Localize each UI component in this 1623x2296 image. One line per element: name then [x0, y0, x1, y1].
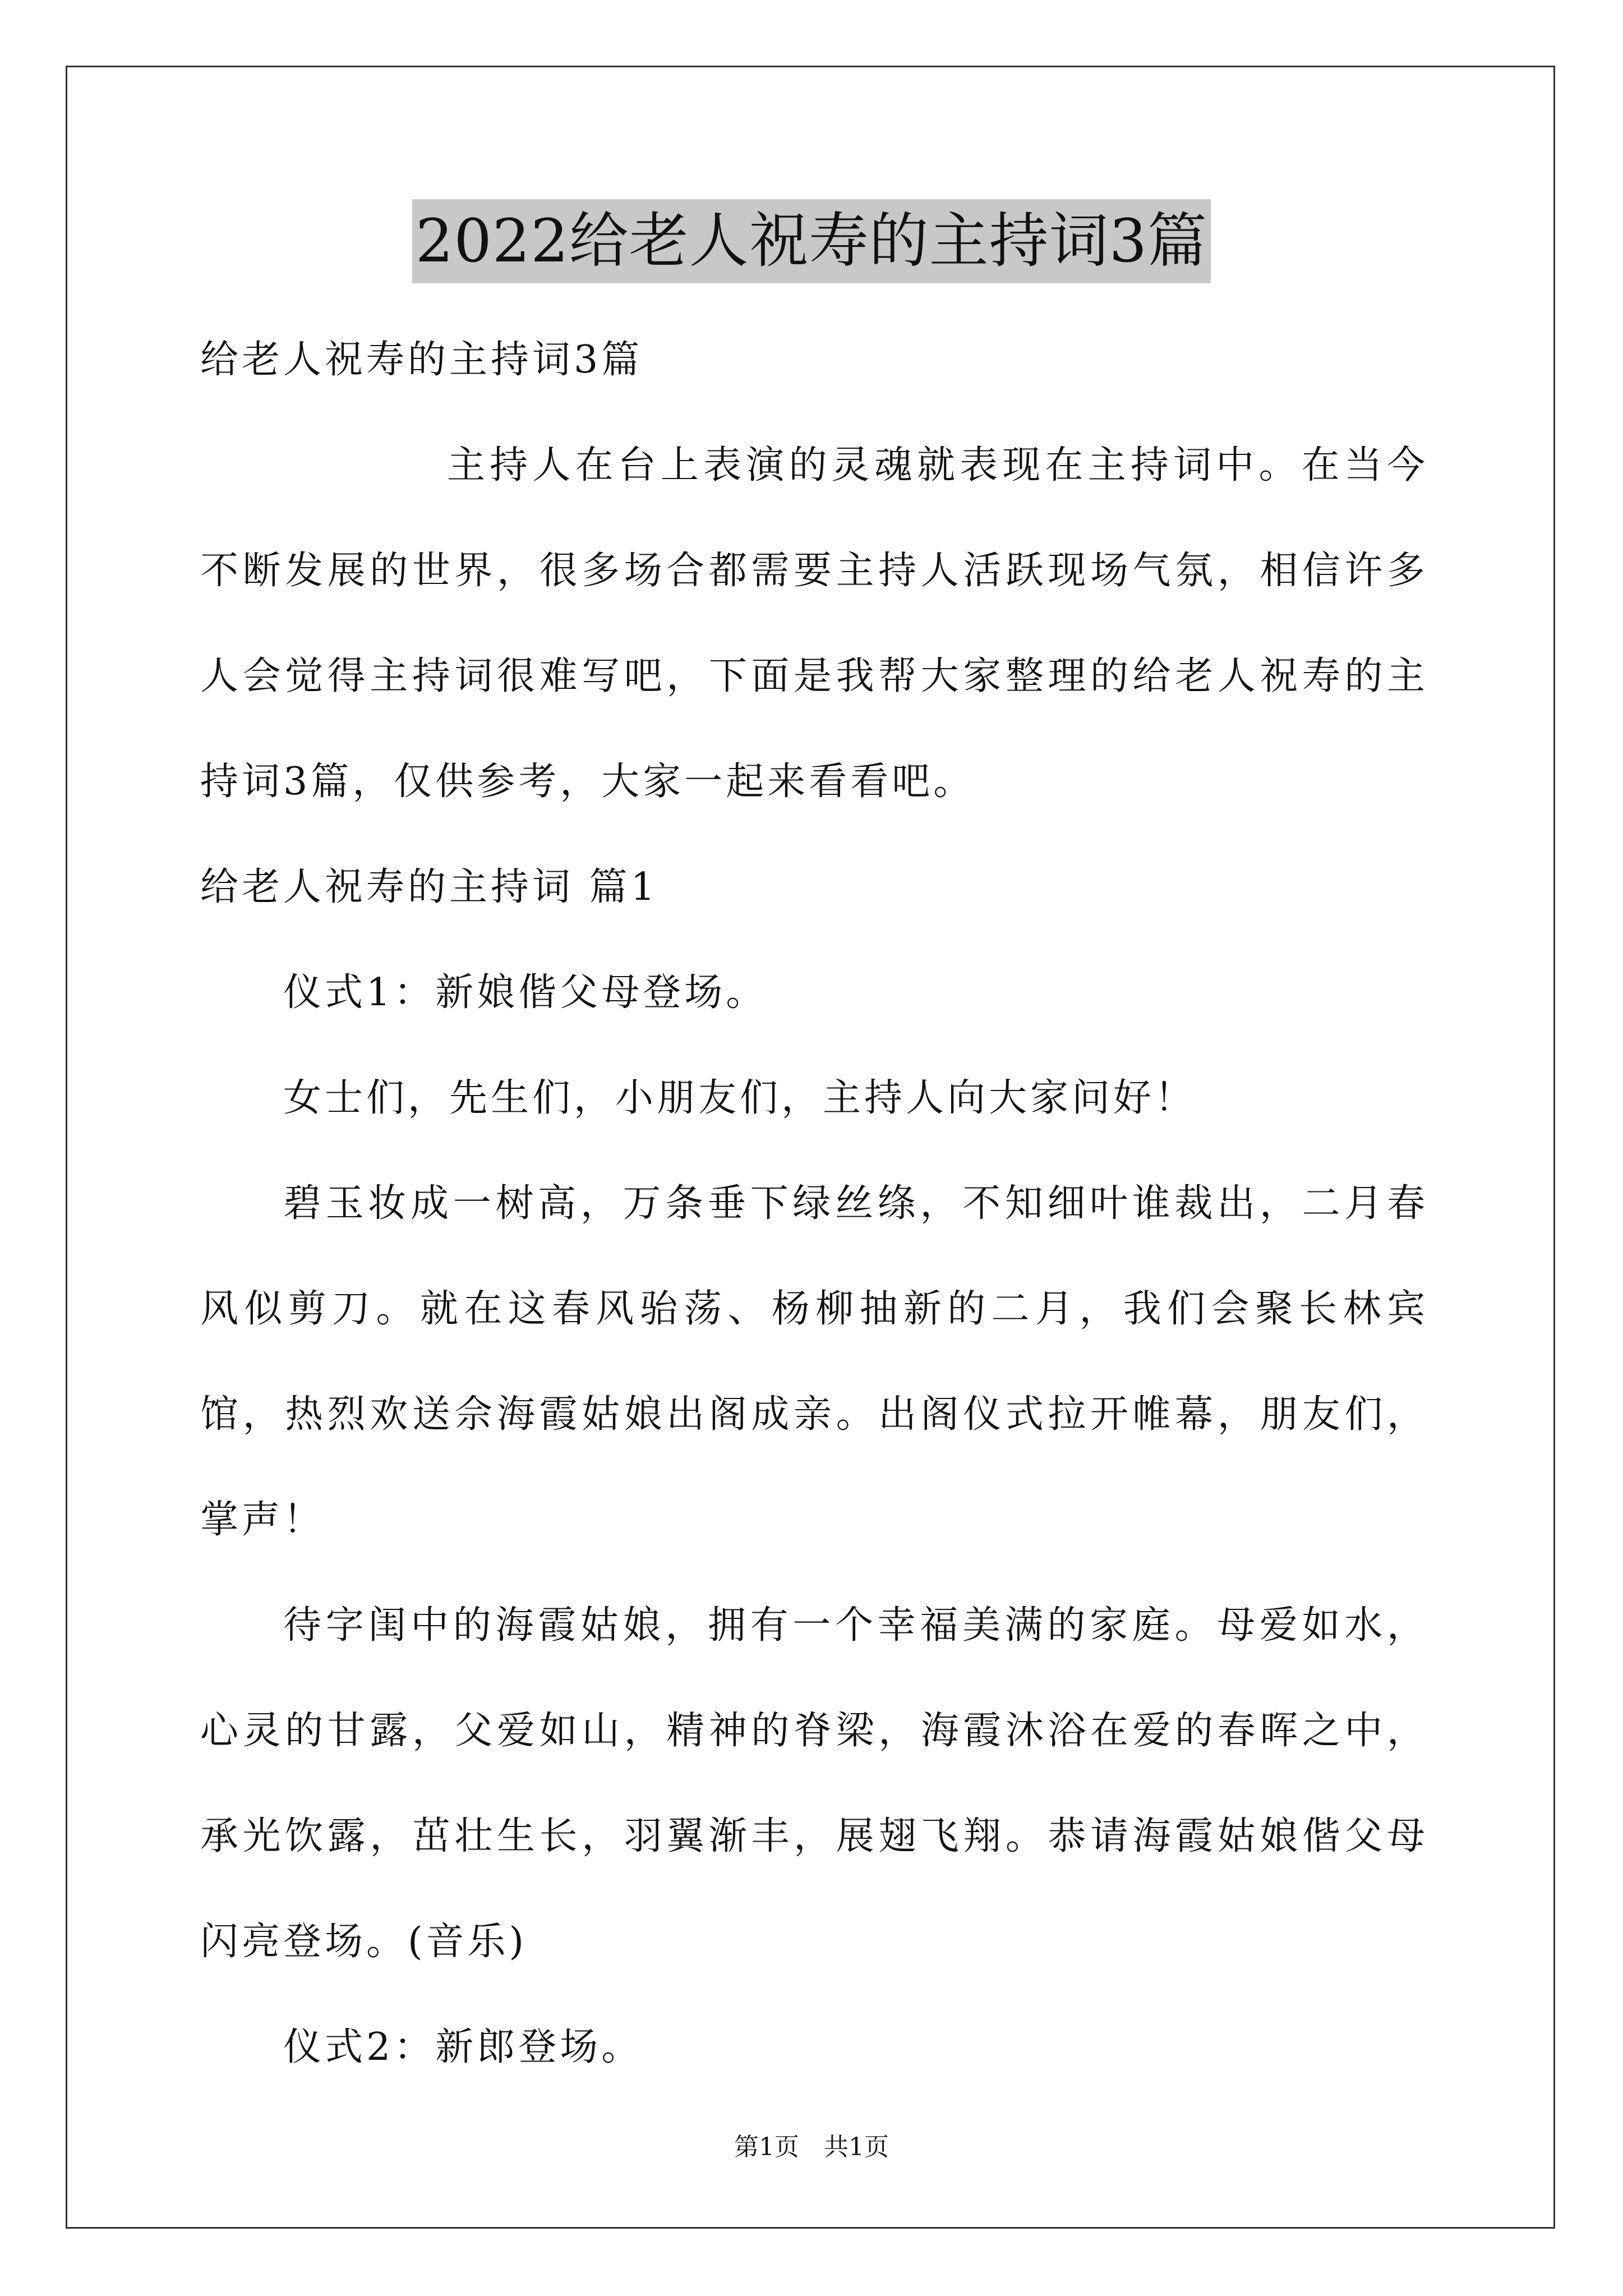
title-container	[0, 199, 1623, 283]
body-paragraph: 待字闺中的海霞姑娘，拥有一个幸福美满的家庭。母爱如水，心灵的甘露，父爱如山，精神的脊梁，海霞沐浴在爱的春晖之中，承光饮露，茁壮生长，羽翼渐丰，展翅飞翔。恭请海霞姑娘偕父母闪亮登场。(音乐)	[200, 1603, 1428, 1964]
section-heading: 给老人祝寿的主持词 篇1	[200, 865, 658, 909]
document-title: 2022给老人祝寿的主持词3篇	[412, 199, 1211, 283]
intro-paragraph: 主持人在台上表演的灵魂就表现在主持词中。在当今不断发展的世界，很多场合都需要主持人活跃现场气氛，相信许多人会觉得主持词很难写吧，下面是我帮大家整理的给老人祝寿的主持词3篇，仅供参考，大家一起来看看吧。	[200, 443, 1428, 804]
page-total: 共1页	[824, 2133, 889, 2161]
body-paragraph: 女士们，先生们，小朋友们，主持人向大家问好！	[283, 1076, 1197, 1120]
body-paragraph: 仪式2：新郎登场。	[283, 2025, 643, 2069]
page-footer	[0, 2131, 1623, 2164]
subtitle-paragraph: 给老人祝寿的主持词3篇	[200, 338, 643, 382]
body-paragraph: 碧玉妆成一树高，万条垂下绿丝绦，不知细叶谁裁出，二月春风似剪刀。就在这春风骀荡、杨柳抽新的二月，我们会聚长林宾馆，热烈欢送佘海霞姑娘出阁成亲。出阁仪式拉开帷幕，朋友们，掌声！	[200, 1181, 1428, 1542]
document-body	[200, 307, 1428, 2100]
body-paragraph: 仪式1：新娘偕父母登场。	[283, 970, 768, 1015]
page-number: 第1页	[734, 2133, 799, 2161]
